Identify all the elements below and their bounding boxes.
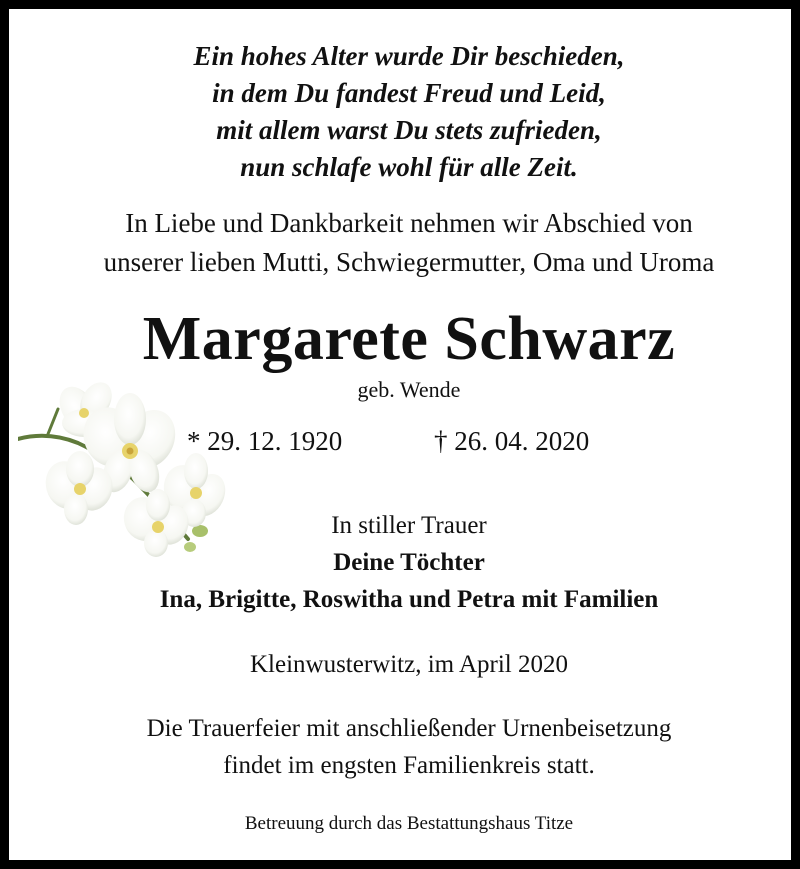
death-date: † 26. 04. 2020 xyxy=(434,426,590,456)
poem-line-4: nun schlafe wohl für alle Zeit. xyxy=(240,152,578,182)
poem-line-2: in dem Du fandest Freud und Leid, xyxy=(212,78,606,108)
intro-line-2: unserer lieben Mutti, Schwiegermutter, Oma und Uroma xyxy=(103,247,715,277)
deceased-name: Margarete Schwarz xyxy=(142,305,676,373)
maiden-name: geb. Wende xyxy=(357,377,461,402)
mourners-heading: Deine Töchter xyxy=(333,549,485,576)
intro-line-1: In Liebe und Dankbarkeit nehmen wir Abschied von xyxy=(125,208,693,238)
orchid-icon xyxy=(18,379,233,569)
funeral-home-credit: Betreuung durch das Bestattungshaus Titze xyxy=(244,813,574,834)
mourners-intro: In stiller Trauer xyxy=(331,512,487,539)
place-date: Kleinwusterwitz, im April 2020 xyxy=(249,651,569,678)
poem-line-3: mit allem warst Du stets zufrieden, xyxy=(216,115,602,145)
birth-date: * 29. 12. 1920 xyxy=(187,426,343,456)
mourners-names: Ina, Brigitte, Roswitha und Petra mit Familien xyxy=(159,586,659,613)
stem-branch xyxy=(48,409,58,434)
poem-line-1: Ein hohes Alter wurde Dir beschieden, xyxy=(193,41,625,71)
ceremony-line-2: findet im engsten Familienkreis statt. xyxy=(223,752,595,779)
ceremony-line-1: Die Trauerfeier mit anschließender Urnenbeisetzung xyxy=(146,715,672,742)
